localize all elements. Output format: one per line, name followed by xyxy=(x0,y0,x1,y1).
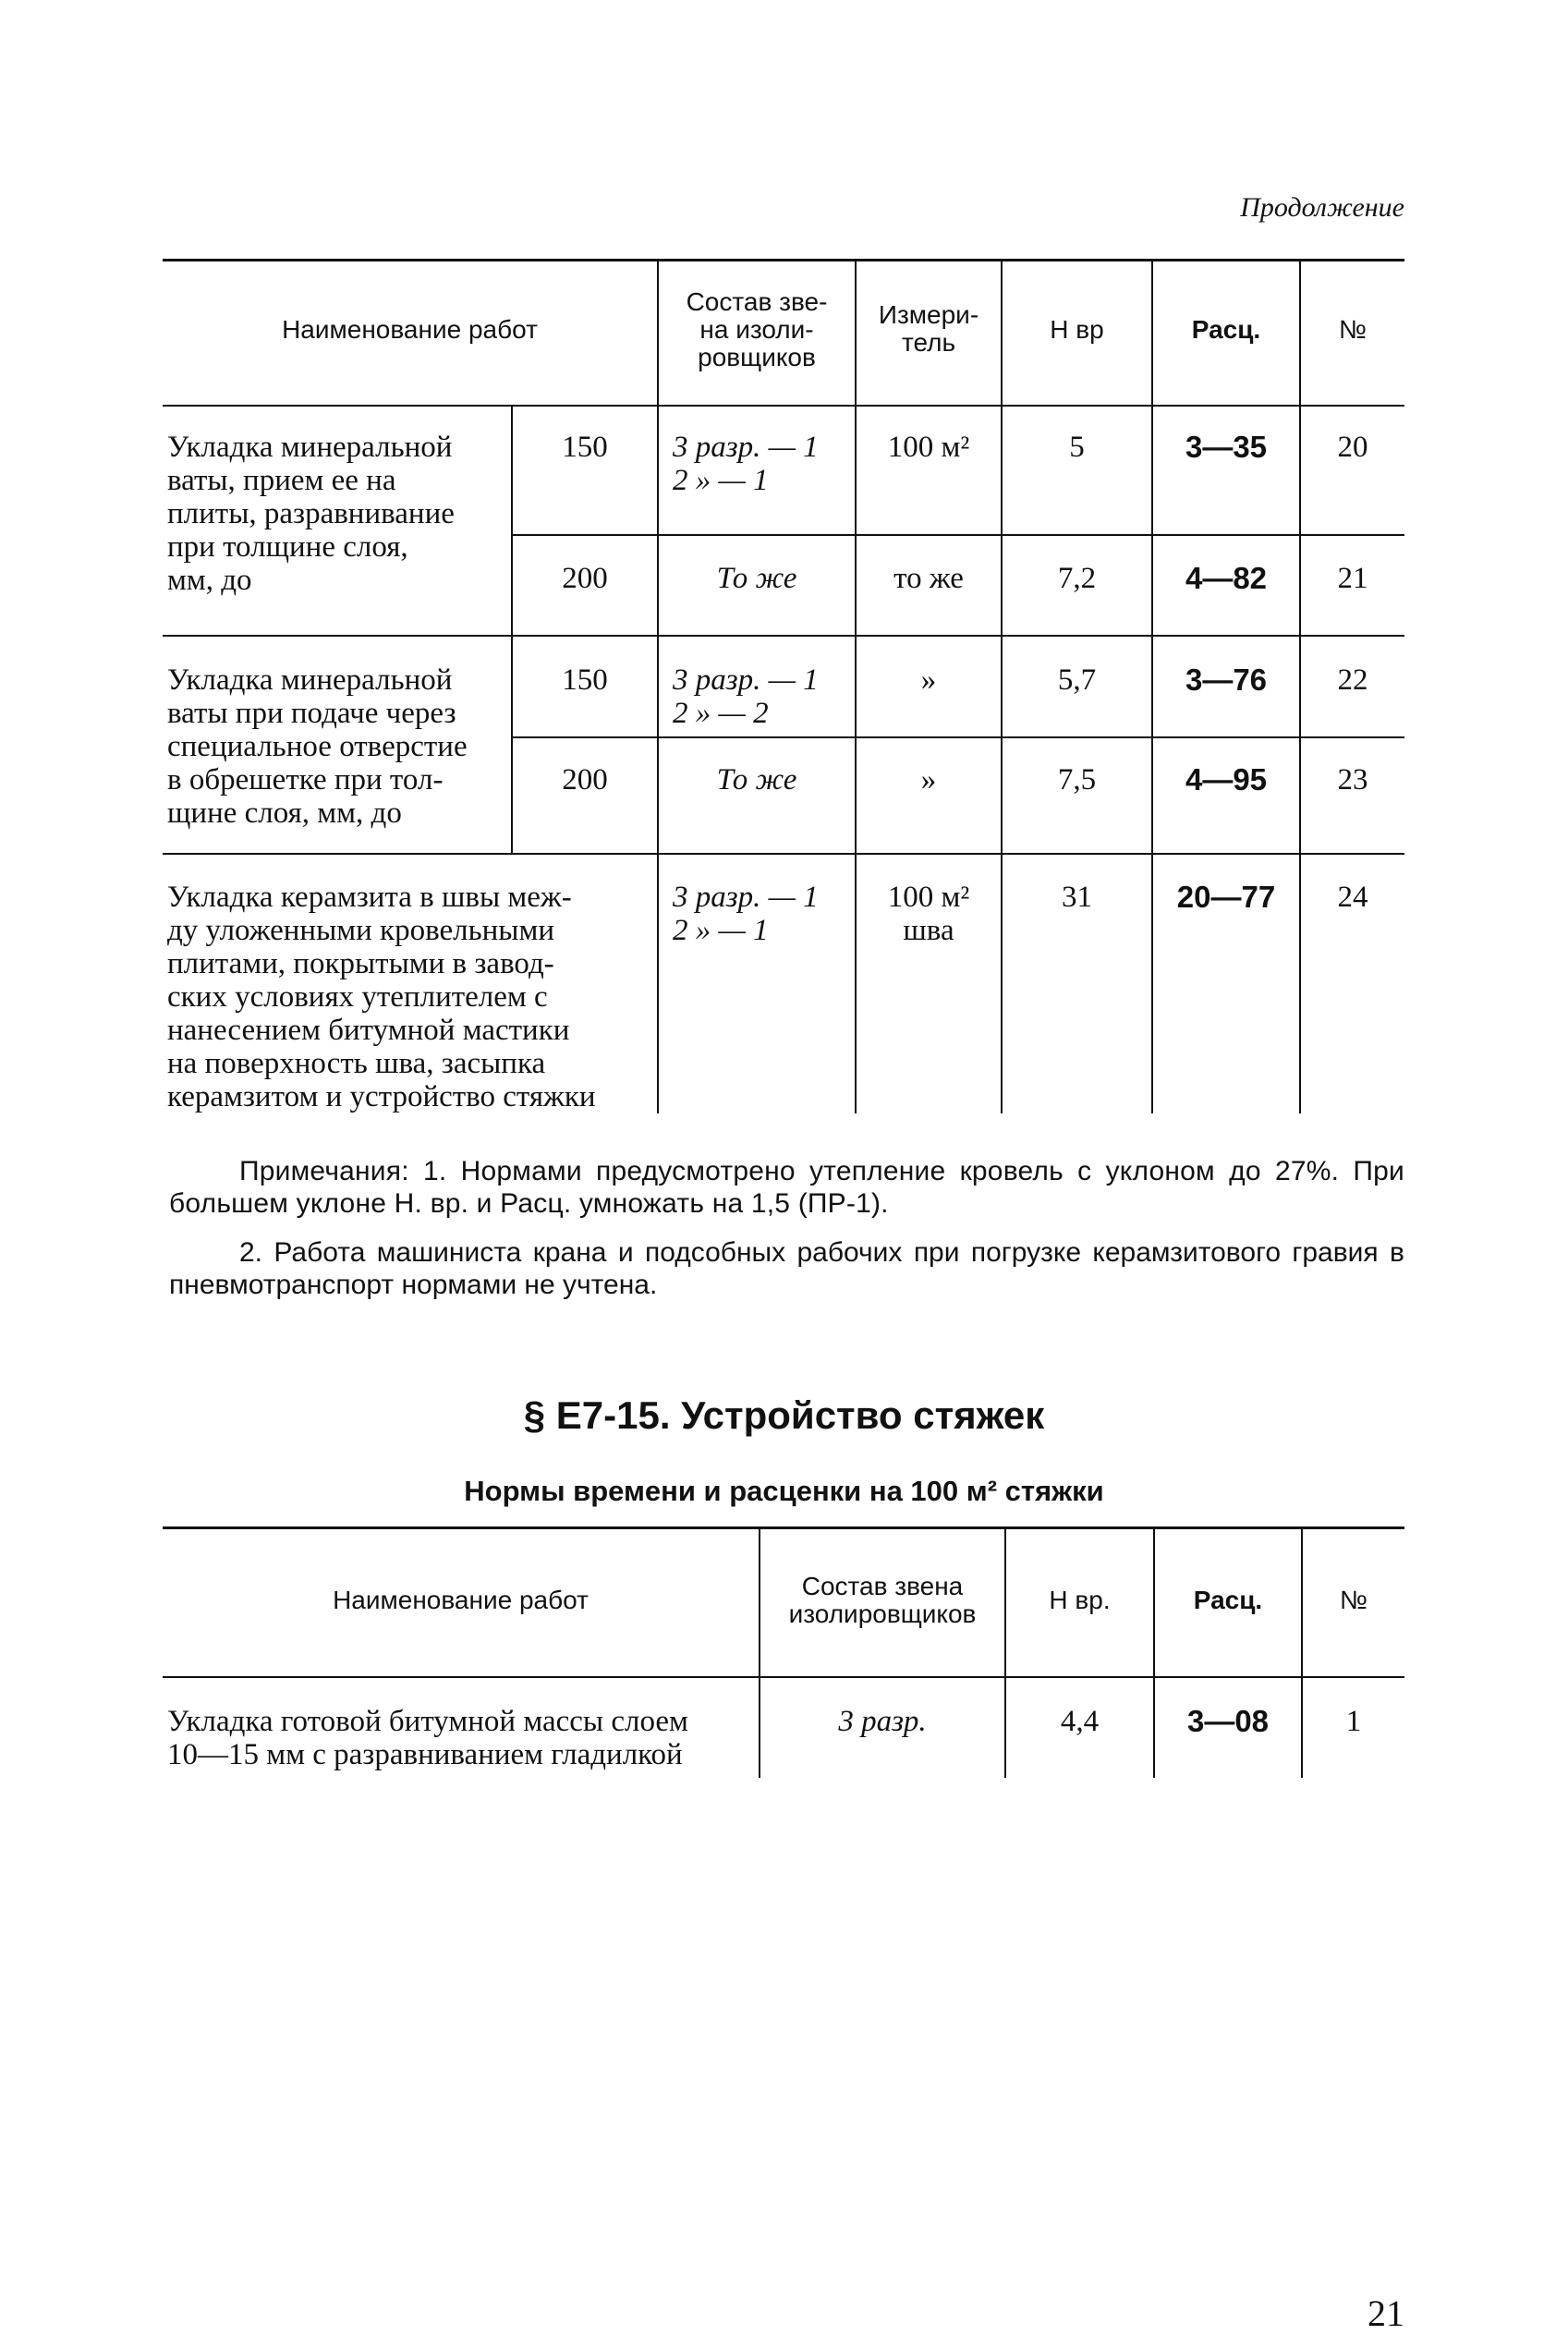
thickness-cell: 150 xyxy=(562,663,608,697)
table1-row-divider xyxy=(513,534,1404,536)
note-2: 2. Работа машиниста крана и подсобных рабочих при погрузке керамзитового гравия в пневмотранспорт нормами не учтена. xyxy=(169,1237,1404,1300)
thickness-cell: 150 xyxy=(562,431,608,464)
table1-col-rule xyxy=(657,259,659,1113)
table1-header-unit: Измери- тель xyxy=(878,300,979,357)
num-cell: 21 xyxy=(1337,562,1368,595)
rate-cell: 4—95 xyxy=(1185,762,1268,797)
crew-cell: 3 разр. — 1 2 » — 1 xyxy=(673,881,819,947)
table2-header-crew: Состав звена изолировщиков xyxy=(788,1572,977,1628)
table1-group-divider xyxy=(163,635,1404,637)
table2-top-rule xyxy=(163,1526,1404,1529)
unit-cell: » xyxy=(920,763,937,797)
work-name: Укладка керамзита в швы меж- ду уложенными кровельными плитами, покрытыми в завод- ских условиях утеплителем с нанесением битумной мастики на поверхность шва, засыпка керамзитом и устройство стяжки xyxy=(167,881,596,1113)
hvr-cell: 5 xyxy=(1069,431,1085,464)
continuation-label: Продолжение xyxy=(1240,192,1404,223)
crew-cell: То же xyxy=(716,562,797,595)
note-1: Примечания: 1. Нормами предусмотрено утепление кровель с уклоном до 27%. При большем уклоне Н. вр. и Расц. умножать на 1,5 (ПР-1). xyxy=(169,1156,1404,1219)
table2-col-rule xyxy=(1301,1526,1303,1778)
hvr-cell: 7,5 xyxy=(1057,763,1097,797)
table1-row-divider xyxy=(513,736,1404,738)
table1-header-rule xyxy=(163,405,1404,407)
table2-header-rule xyxy=(163,1676,1404,1678)
table2-header-name: Наименование работ xyxy=(333,1586,589,1614)
num-cell: 24 xyxy=(1337,881,1368,914)
table1-group-divider xyxy=(163,853,1404,855)
hvr-cell: 31 xyxy=(1062,881,1092,914)
unit-cell: 100 м² шва xyxy=(887,881,970,947)
crew-cell: 3 разр. — 1 2 » — 1 xyxy=(673,431,819,497)
thickness-cell: 200 xyxy=(562,763,608,797)
table1-header-num: № xyxy=(1338,315,1367,344)
rate-cell: 3—08 xyxy=(1186,1704,1270,1738)
crew-cell: 3 разр. xyxy=(838,1705,927,1738)
work-name: Укладка минеральной ваты, прием ее на плиты, разравнивание при толщине слоя, мм, до xyxy=(167,431,455,597)
table2-header-rate: Расц. xyxy=(1193,1586,1263,1614)
unit-cell: 100 м² xyxy=(887,431,970,464)
table1-header-crew: Состав зве- на изоли- ровщиков xyxy=(686,287,828,371)
rate-cell: 3—35 xyxy=(1185,430,1268,464)
num-cell: 20 xyxy=(1337,431,1368,464)
unit-cell: » xyxy=(920,663,937,697)
table2-header-num: № xyxy=(1339,1586,1368,1614)
hvr-cell: 4,4 xyxy=(1060,1705,1100,1738)
table1-header-name: Наименование работ xyxy=(282,315,538,344)
work-name: Укладка минеральной ваты при подаче через специальное отверстие в обрешетке при тол- щине слоя, мм, до xyxy=(167,663,468,830)
num-cell: 1 xyxy=(1345,1705,1362,1738)
rate-cell: 3—76 xyxy=(1185,663,1268,697)
hvr-cell: 7,2 xyxy=(1057,562,1097,595)
table2-col-rule xyxy=(1004,1526,1006,1778)
section-subtitle: Нормы времени и расценки на 100 м² стяжки xyxy=(464,1475,1104,1507)
table1-top-rule xyxy=(163,259,1404,261)
table1-header-rate: Расц. xyxy=(1191,315,1261,344)
table2-col-rule xyxy=(1153,1526,1155,1778)
table1-header-hvr: Н вр xyxy=(1050,315,1104,344)
section-title: § Е7-15. Устройство стяжек xyxy=(523,1393,1045,1437)
thickness-cell: 200 xyxy=(562,562,608,595)
work-name: Укладка готовой битумной массы слоем 10—15 мм с разравниванием гладилкой xyxy=(167,1705,688,1771)
table2-header-hvr: Н вр. xyxy=(1049,1586,1111,1614)
unit-cell: то же xyxy=(893,562,964,595)
crew-cell: То же xyxy=(716,763,797,797)
rate-cell: 20—77 xyxy=(1176,880,1276,914)
num-cell: 22 xyxy=(1337,663,1368,697)
crew-cell: 3 разр. — 1 2 » — 2 xyxy=(673,663,819,730)
rate-cell: 4—82 xyxy=(1185,561,1268,595)
num-cell: 23 xyxy=(1337,763,1368,797)
page-number: 21 xyxy=(1367,2292,1404,2334)
table2-col-rule xyxy=(759,1526,760,1778)
hvr-cell: 5,7 xyxy=(1057,663,1097,697)
